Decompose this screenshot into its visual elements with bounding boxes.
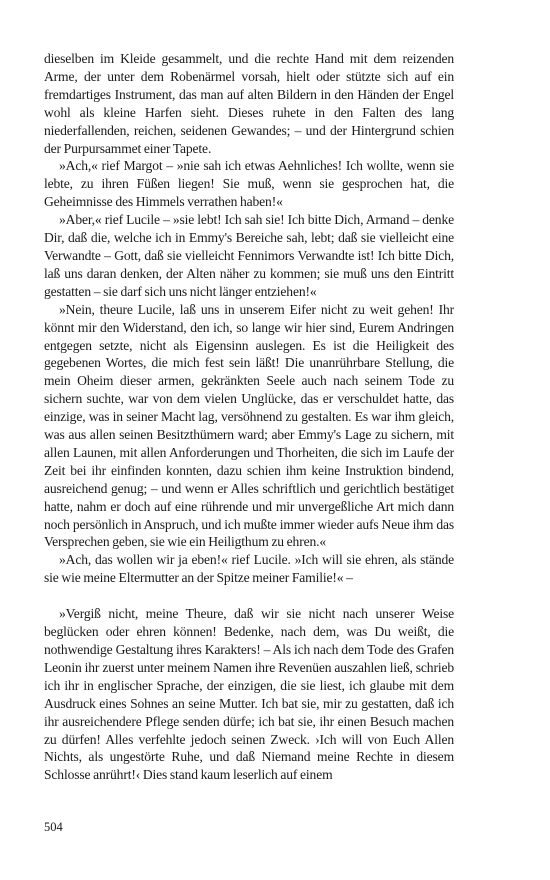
paragraph-1: dieselben im Kleide gesammelt, und die rechte Hand mit dem reizenden Arme, der unter dem Robenärmel vorsah, hielt oder stützte sich auf ein fremdartiges Instrument, das man auf alten Bildern in den Händen der Engel wohl als kleine Harfen sieht. Dieses ruhete in den Falten des lang niederfallenden, reichen, seidenen Gewandes; – und der Hintergrund schien der Purpursammet einer Tapete. [44,51,454,156]
paragraph-5: »Ach, das wollen wir ja eben!« rief Lucile. »Ich will sie ehren, als stände sie wie meine Eltermutter an der Spitze meiner Familie!« – [44,552,454,586]
paragraph-4: »Nein, theure Lucile, laß uns in unserem Eifer nicht zu weit gehen! Ihr könnt mir den Widerstand, den ich, so lange wir hier sind, Eurem Andringen entgegen setzte, nicht als Eigensinn auslegen. Es ist die Heiligkeit des gegebenen Wortes, die mich fest sein läßt! Die unanrührbare Stellung, die mein Oheim dieser armen, gekränkten Seele auch nach seinem Tode zu sichern suchte, war von dem vielen Unglücke, das er verschuldet hatte, das einzige, was in seiner Macht lag, versöhnend zu gestalten. Es war ihm gleich, was aus allen seinen Besitzthümern ward; aber Emmy's Lage zu sichern, mit allen Launen, mit allen Anforderungen und Thorheiten, die sich im Laufe der Zeit bei ihr einfinden konnten, dazu schien ihm keine Instruktion bindend, ausreichend genug; – und wenn er Alles schriftlich und gerichtlich bestätiget hatte, nahm er doch auf eine rührende und mir unvergeßliche Art mich dann noch persönlich in Anspruch, und ich mußte immer wieder aufs Neue ihm das Versprechen geben, sie wie ein Heiligthum zu ehren.« [44,301,454,550]
paragraph-6: »Vergiß nicht, meine Theure, daß wir sie nicht nach unserer Weise beglücken oder ehren können! Bedenke, nach dem, was Du weißt, die nothwendige Gestaltung ihres Karakters! – Als ich nach dem Tode des Grafen Leonin ihr zuerst unter meinem Namen ihre Revenüen auszahlen ließ, schrieb ich ihr in englischer Sprache, der einzigen, die sie liest, ich glaube mit dem Ausdruck eines Sohnes an seine Mutter. Ich bat sie, mir zu gestatten, daß ich ihr ausreichendere Pflege senden dürfe; ich bat sie, ihr einen Besuch machen zu dürfen! Alles verfehlte jedoch seinen Zweck. ›Ich will von Euch Allen Nichts, als ungestörte Ruhe, und daß Niemand meine Rechte in diesem Schlosse anrührt!‹ Dies stand kaum leserlich auf einem [44,606,454,783]
page-number: 504 [44,820,63,834]
paragraph-3: »Aber,« rief Lucile – »sie lebt! Ich sah sie! Ich bitte Dich, Armand – denke Dir, daß die, welche ich in Emmy's Bereiche sah, lebt; daß sie vielleicht eine Verwandte – Gott, daß sie vielleicht Fennimors Verwandte ist! Ich bitte Dich, laß uns daran denken, der Alten näher zu kommen; sie muß uns den Eintritt gestatten – sie darf sich uns nicht länger entziehen!« [44,212,454,299]
page-body-text [44,50,454,784]
paragraph-2: »Ach,« rief Margot – »nie sah ich etwas Aehnliches! Ich wollte, wenn sie lebte, zu ihren Füßen liegen! Sie muß, wenn sie gesprochen hat, die Geheimnisse des Himmels verrathen haben!« [44,158,454,210]
